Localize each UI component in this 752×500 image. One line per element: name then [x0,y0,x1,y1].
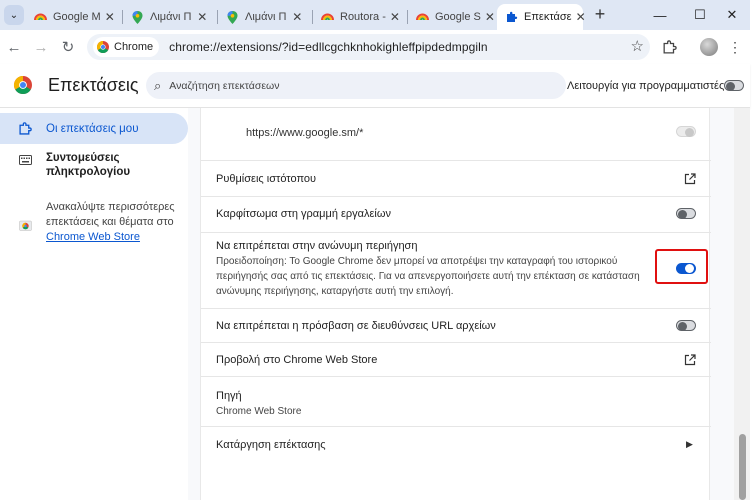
open-external-icon [684,354,696,366]
search-box[interactable] [146,72,566,99]
dev-mode-toggle[interactable] [724,80,744,91]
tab-strip [0,0,750,30]
sidebar-promo [0,200,188,245]
arrow-right-icon: → [33,38,49,56]
source-value: Chrome Web Store [216,406,302,417]
close-icon[interactable]: ✕ [389,10,400,24]
puzzle-icon [505,11,518,24]
view-store-label: Προβολή στο Chrome Web Store [216,354,378,366]
pin-toolbar-toggle[interactable] [676,208,696,219]
incognito-row [201,232,711,308]
page-title: Επεκτάσεις [48,75,139,95]
forward-button[interactable] [31,37,51,57]
tab-title: Routora - [340,11,386,23]
sidebar-item-label: Συντομεύσεις πληκτρολογίου [46,152,131,178]
pin-toolbar-label: Καρφίτσωμα στη γραμμή εργαλείων [216,208,391,220]
maximize-button[interactable]: ☐ [694,7,706,22]
reload-button[interactable] [58,37,78,57]
promo-text: Ανακαλύψτε περισσότερες επεκτάσεις και θέματα στο [46,201,175,228]
puzzle-icon [18,122,32,136]
incognito-warning-line: ανώνυμης περιήγησης, καταργήστε αυτή την επιλογή. [216,286,454,297]
profile-avatar[interactable] [700,38,718,56]
google-rainbow-icon [34,11,47,24]
sidebar-item-shortcuts[interactable] [0,151,188,179]
tab-title: Λιμάνι Π [150,11,192,23]
tab-search-button[interactable] [4,5,24,25]
source-row [201,376,711,426]
remove-extension-row[interactable] [201,426,711,462]
tab-title: Λιμάνι Π [245,11,287,23]
minimize-button[interactable]: — [653,7,667,23]
search-icon: ⌕ [154,77,162,93]
extensions-header [0,64,750,108]
address-bar[interactable] [87,34,650,60]
site-settings-label: Ρυθμίσεις ιστότοπου [216,173,317,185]
url-text[interactable]: chrome://extensions/?id=edllcgchknhokighleffpipdedmpgiln [169,40,488,54]
incognito-label: Να επιτρέπεται στην ανώνυμη περιήγηση [216,240,418,252]
scrollbar-thumb[interactable] [739,434,746,500]
bookmark-star-icon[interactable]: ☆ [630,38,644,55]
browser-toolbar [0,30,750,64]
dev-mode-label: Λειτουργία για προγραμματιστές [567,80,725,92]
open-external-icon [684,173,696,185]
new-tab-button[interactable]: + [594,4,606,24]
view-store-row[interactable] [201,342,711,376]
source-label: Πηγή [216,390,242,402]
tab-title: Google M [53,11,101,23]
browser-tab-extensions[interactable] [497,4,586,30]
close-icon[interactable]: ✕ [484,10,495,24]
browser-tab-3[interactable] [218,4,312,30]
google-rainbow-icon [321,11,334,24]
browser-tab-1[interactable] [26,4,122,30]
remove-extension-label: Κατάργηση επέκτασης [216,439,326,451]
close-icon[interactable]: ✕ [575,10,586,24]
more-vert-icon: ⋮ [728,38,742,55]
site-access-row [201,108,711,152]
site-url-toggle [676,126,696,137]
browser-tab-2[interactable] [123,4,217,30]
chrome-logo-icon [97,41,109,53]
annotation-highlight-box [655,249,708,284]
sidebar-item-label: Οι επεκτάσεις μου [46,122,139,135]
keyboard-icon [18,153,32,167]
incognito-warning-line: Προειδοποίηση: Το Google Chrome δεν μπορεί να αποτρέψει την καταγραφή του ιστορικού [216,256,618,267]
browser-tab-4[interactable] [313,4,407,30]
maps-pin-icon [131,11,144,24]
search-input[interactable] [169,80,549,92]
site-settings-row[interactable] [201,160,711,196]
tab-title: Επεκτάσε [524,11,572,23]
site-url: https://www.google.sm/* [246,127,364,139]
close-window-button[interactable]: ✕ [726,7,738,22]
chevron-right-icon: ▶ [686,439,693,449]
arrow-left-icon: ← [6,38,22,56]
maps-pin-icon [226,11,239,24]
back-button[interactable] [4,37,24,57]
file-urls-toggle[interactable] [676,320,696,331]
close-icon[interactable]: ✕ [292,10,303,24]
browser-tab-5[interactable] [408,4,498,30]
close-icon[interactable]: ✕ [104,10,115,24]
puzzle-icon [663,40,677,54]
reload-icon: ↻ [61,39,75,56]
extension-details-card [200,108,710,500]
google-rainbow-icon [416,11,429,24]
chrome-logo-icon [14,76,32,94]
web-store-link[interactable]: Chrome Web Store [46,231,140,243]
pin-toolbar-row [201,196,711,232]
tab-title: Google S [435,11,481,23]
kebab-menu-button[interactable] [725,37,745,57]
chip-label: Chrome [114,41,154,53]
close-icon[interactable]: ✕ [197,10,208,24]
file-urls-row [201,308,711,342]
extensions-menu-button[interactable] [660,37,680,57]
site-info-chip[interactable] [93,37,159,57]
file-urls-label: Να επιτρέπεται η πρόσβαση σε διευθύνσεις URL αρχείων [216,320,496,332]
web-store-icon [18,217,32,231]
sidebar [0,108,200,500]
incognito-warning-line: περιήγησής σας από τις επεκτάσεις. Για να απενεργοποιήσετε αυτή την επέκταση σε κατάσταση [216,271,640,282]
chevron-down-icon: ⌄ [9,9,19,21]
sidebar-item-my-extensions[interactable] [0,113,188,144]
